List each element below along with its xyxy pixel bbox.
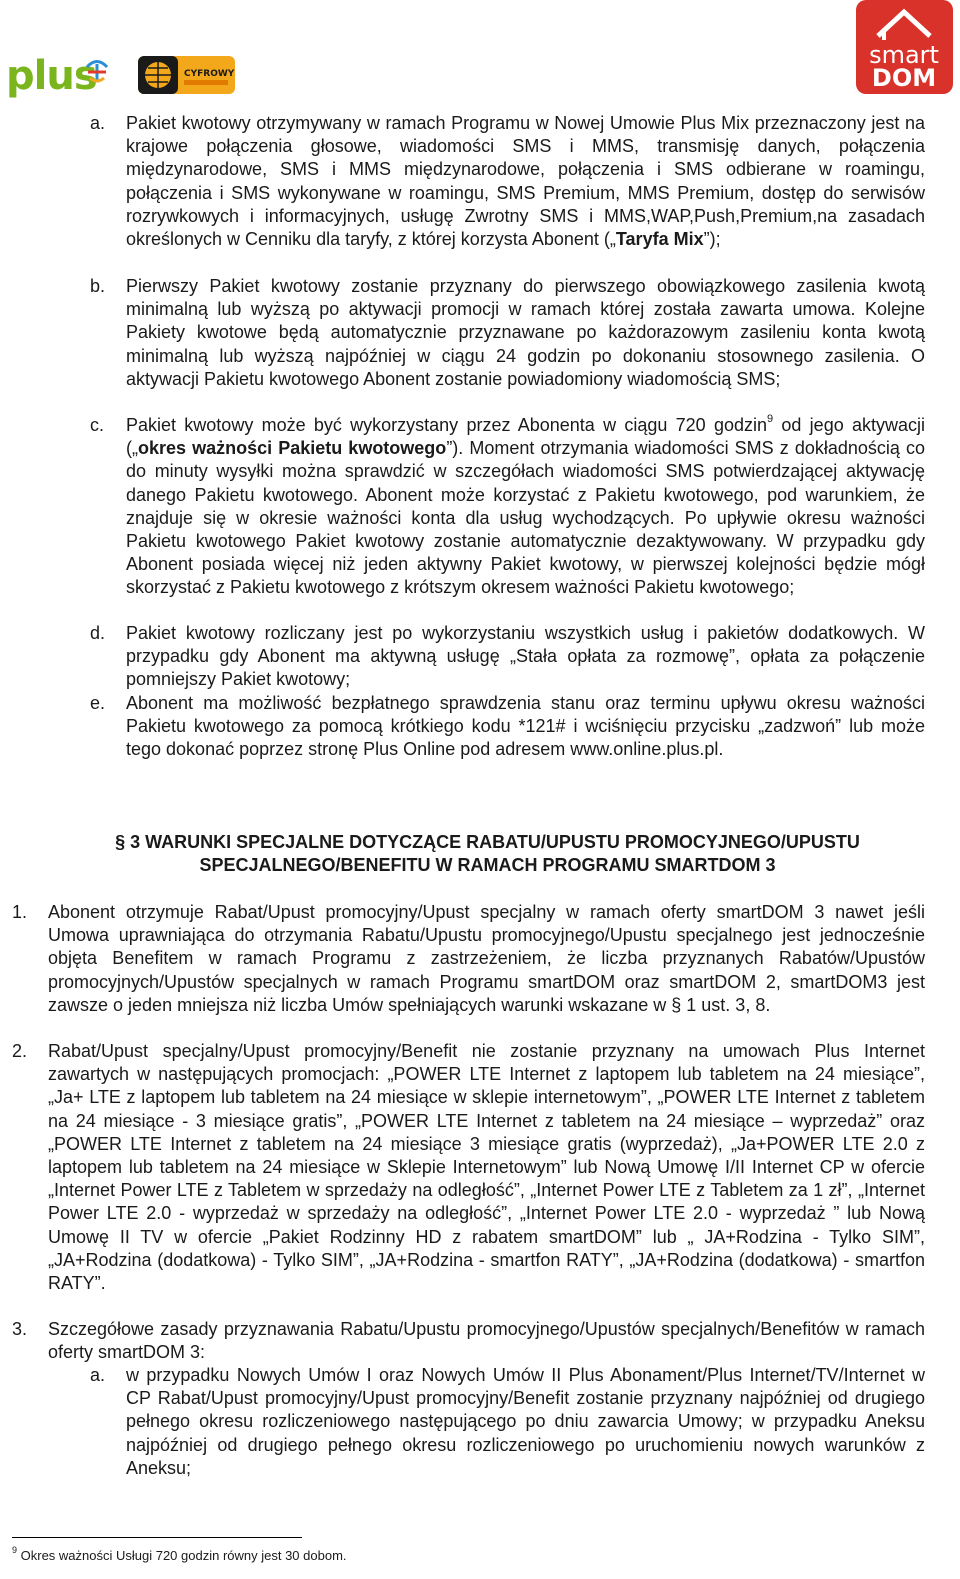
cyfrowy-polsat-logo	[138, 56, 235, 94]
list-item-text: Abonent otrzymuje Rabat/Upust promocyjny/Upust specjalny w ramach oferty smartDOM 3 nawet jeśli Umowa uprawniająca do otrzymania Rabatu/Upustu promocyjnego/Upustu specjalnego jest jednocześnie objęta Benefitem w ramach Programu z zastrzeżeniem, że liczba przyznanych Rabatów/Upustów promocyjnych/Upustów specjalnych w ramach Programu smartDOM oraz smartDOM 2, smartDOM3 jest zawsze o jeden mniejsza niż liczba Umów spełniających warunki wskazane w § 1 ust. 3, 8.	[48, 902, 925, 1015]
smartdom-logo	[856, 0, 953, 94]
cyfrowy-text: CYFROWY	[184, 69, 235, 79]
footnote-divider	[12, 1537, 302, 1538]
smart-text: smart	[869, 41, 939, 69]
list-item-text: Pakiet kwotowy rozliczany jest po wykorzystaniu wszystkich usług i pakietów dodatkowych. W przypadku gdy Abonent ma aktywną usługę „Stała opłata za rozmowę”, opłata za połączenie pomniejszy Pakiet kwotowy;	[126, 623, 925, 690]
footnote: $^9$ Okres ważności Usługi 720 godzin równy jest 30 dobom.	[12, 1544, 347, 1563]
list-item-marker: 2.	[12, 1041, 28, 1061]
dom-text: DOM	[871, 64, 937, 92]
list-item-text: Szczegółowe zasady przyznawania Rabatu/Upustu promocyjnego/Upustów specjalnych/Benefitów w ramach oferty smartDOM 3:	[48, 1319, 925, 1363]
list-item-text: Pierwszy Pakiet kwotowy zostanie przyznany do pierwszego obowiązkowego zasilenia kwotą minimalną lub wyższą po aktywacji promocji w ramach której została zawarta umowa. Kolejne Pakiety kwotowe będą automatycznie przyznawane po każdorazowym zasileniu konta kwotą minimalną lub wyższą najpóźniej w ciągu 24 godzin po dokonaniu stosownego zasilenia. O aktywacji Pakietu kwotowego Abonent zostanie powiadomiony wiadomością SMS;	[126, 276, 925, 389]
list-item-text: Pakiet kwotowy otrzymywany w ramach Programu w Nowej Umowie Plus Mix przeznaczony jest na krajowe połączenia głosowe, wiadomości SMS i MMS, transmisję danych, połączenia międzynarodowe, SMS i MMS międzynarodowe, połączenia i SMS odbierane w roamingu, połączenia i SMS wykonywane w roamingu, SMS Premium, MMS Premium, dostęp do serwisów rozrywkowych i informacyjnych, usługę Zwrotny SMS i MMS,WAP,Push,Premium,na zasadach określonych w Cenniku dla taryfy, z której korzysta Abonent („Taryfa Mix”);	[126, 113, 925, 250]
list-item-marker: a.	[90, 113, 106, 133]
list-item-marker: e.	[90, 693, 106, 713]
list-item-text: Rabat/Upust specjalny/Upust promocyjny/Benefit nie zostanie przyznany na umowach Plus Internet zawartych w następujących promocjach: „POWER LTE Internet z laptopem lub tabletem na 24 miesiące”, „Ja+ LTE z laptopem lub tabletem na 24 miesiące w sklepie internetowym”, „POWER LTE Internet z tabletem na 24 miesiące - 3 miesiące gratis”, „POWER LTE Internet z tabletem na 24 miesiące – wyprzedaż” oraz „POWER LTE Internet z tabletem na 24 miesiące 3 miesiące gratis (wyprzedaż), „Ja+POWER LTE 2.0 z laptopem lub tabletem na 24 miesiące w Sklepie Internetowym” lub Nową Umowę I/II Internet CP w ofercie „Internet Power LTE z Tabletem w sprzedaży na odległość”, „Internet Power LTE z Tabletem za 1 zł”, „Internet Power LTE 2.0 - wyprzedaż w sprzedaży na odległość”, „Internet Power LTE 2.0 - wyprzedaż ” lub Nową Umowę II TV w ofercie „Pakiet Rodzinny HD z rabatem smartDOM” lub „ JA+Rodzina - Tylko SIM”, „JA+Rodzina (dodatkowa) - Tylko SIM”, „JA+Rodzina - smartfon RATY”, „JA+Rodzina (dodatkowa) - smartfon RATY”.	[48, 1041, 925, 1294]
section-heading-line1: § 3 WARUNKI SPECJALNE DOTYCZĄCE RABATU/UPUSTU PROMOCYJNEGO/UPUSTU	[115, 832, 860, 852]
list-item-marker: a.	[90, 1365, 106, 1385]
footnote-ref: 9	[767, 413, 774, 425]
list-item-text: w przypadku Nowych Umów I oraz Nowych Umów II Plus Abonament/Plus Internet/TV/Internet w CP Rabat/Upust promocyjny/Upust promocyjny/Benefit zostanie przyznany najpóźniej od drugiego pełnego okresu rozliczeniowego następującego po dniu zawarcia Umowy; w przypadku Aneksu najpóźniej od drugiego pełnego okresu rozliczeniowego po uruchomieniu nowych warunków z Aneksu;	[126, 1365, 925, 1478]
list-item-marker: c.	[90, 415, 105, 435]
list-item-text: Abonent ma możliwość bezpłatnego sprawdzenia stanu oraz terminu upływu okresu ważności Pakietu kwotowego za pomocą krótkiego kodu *121# i wciśnięciu przycisku „zadzwoń” lub może tego dokonać poprzez stronę Plus Online pod adresem www.online.plus.pl.	[126, 693, 925, 760]
list-item-marker: 3.	[12, 1319, 28, 1339]
list-item-text: Pakiet kwotowy może być wykorzystany przez Abonenta w ciągu 720 godzin$^9$ od jego aktywacji („okres ważności Pakietu kwotowego”). Moment otrzymania wiadomości SMS z dokładnością co do minuty wysyłki można sprawdzić w szczegółach wiadomości SMS potwierdzającej aktywację danego Pakietu kwotowego. Abonent może korzystać z Pakietu kwotowego, pod warunkiem, że znajduje się w okresie ważności konta dla usług wychodzących. Po upływie okresu ważności Pakietu kwotowego Pakiet kwotowy zostanie automatycznie dezaktywowany. W przypadku gdy Abonent posiada więcej niż jeden aktywny Pakiet kwotowy, w pierwszej kolejności będzie mógł skorzystać z Pakietu kwotowego z krótszym okresem ważności Pakietu kwotowego;	[126, 413, 926, 598]
list-item-marker: 1.	[12, 902, 28, 922]
list-item-marker: d.	[90, 623, 106, 643]
header-logos	[0, 0, 960, 100]
list-item-marker: b.	[90, 276, 106, 296]
plus-logo: plus	[6, 53, 97, 99]
plus-logo-mark-icon	[84, 58, 110, 84]
section-heading-line2: SPECJALNEGO/BENEFITU W RAMACH PROGRAMU SMARTDOM 3	[199, 855, 776, 875]
